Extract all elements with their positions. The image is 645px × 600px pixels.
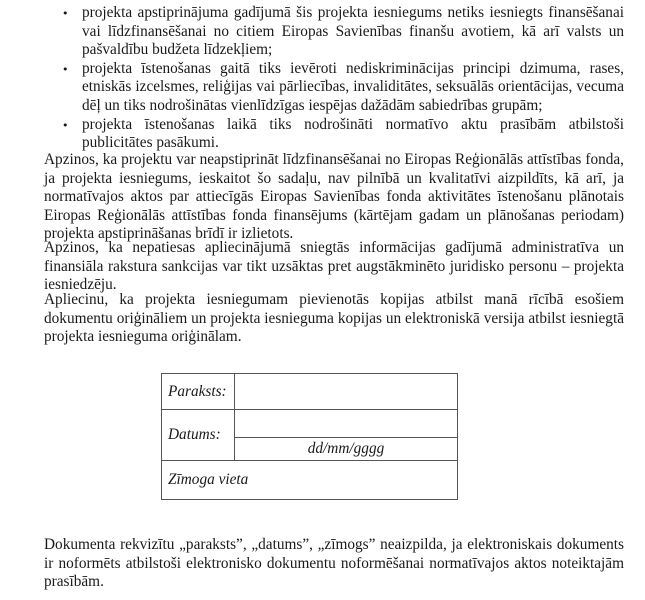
paragraph-acknowledge-sanctions: Apzinos, ka nepatiesas apliecinājumā sniegtās informācijas gadījumā administratīva un finansiāla rakstura sankcijas var tikt uzsāktas pret augstākminēto juridisko personu – projekta iesniedzēju. [44,239,624,294]
commitment-list [62,4,624,153]
bullet-icon [62,60,76,80]
paragraph-acknowledge-rejection: Apzinos, ka projektu var neapstiprināt līdzfinansēšanai no Eiropas Reģionālās attīstības fonda, ja projekta iesniegums, ieskaitot šo sadaļu, nav pilnībā un kvalitatīvi aizpildīts, kā arī, ja normatīvajos aktos par attiecīgās Eiropas Savienības fonda aktivitātes īstenošanu plānotais Eiropas Reģionālās attīstības fonda finansējums (kārtējam gadam un plānošanas periodam) projekta apstiprināšanas brīdī ir izlietots. [44,151,624,243]
signature-field[interactable] [235,374,458,410]
list-item [62,4,624,60]
bullet-icon [62,4,76,24]
signature-table [161,373,458,500]
footer-note: Dokumenta rekvizītu „paraksts”, „datums”, „zīmogs” neaizpilda, ja elektroniskais dokuments ir noformēts atbilstoši elektronisko dokumentu noformēšanai normatīvajos aktos noteiktajām prasībām. [44,536,624,591]
list-item [62,116,624,153]
paragraph-certify-copies: Apliecinu, ka projekta iesniegumam pievienotās kopijas atbilst manā rīcībā esošiem dokumentu oriģināliem un projekta iesnieguma kopijas un elektroniskā versija atbilst iesniegtā projekta iesnieguma oriģinālam. [44,291,624,346]
list-item-text: projekta īstenošanas laikā tiks nodrošināti normatīvo aktu prasībām atbilstoši publicitātes pasākumi. [82,115,624,152]
date-field[interactable] [235,410,458,438]
signature-label: Paraksts: [162,374,235,410]
bullet-icon [62,116,76,136]
stamp-area: Zīmoga vieta [162,461,458,500]
list-item [62,60,624,116]
date-format-hint: dd/mm/gggg [235,438,458,461]
list-item-text: projekta īstenošanas gaitā tiks ievēroti nediskriminācijas principi dzimuma, rases, etniskās izcelsmes, reliģijas vai pārliecības, invaliditātes, seksuālās orientācijas, vecuma dēļ un tiks nodrošinātas vienlīdzīgas iespējas dažādām sabiedrības grupām; [82,59,624,114]
date-label: Datums: [162,410,235,461]
list-item-text: projekta apstiprinājuma gadījumā šis projekta iesniegums netiks iesniegts finansēšanai vai līdzfinansēšanai no citiem Eiropas Savienības finanšu avotiem, kā arī valsts un pašvaldību budžeta līdzekļiem; [82,4,624,59]
